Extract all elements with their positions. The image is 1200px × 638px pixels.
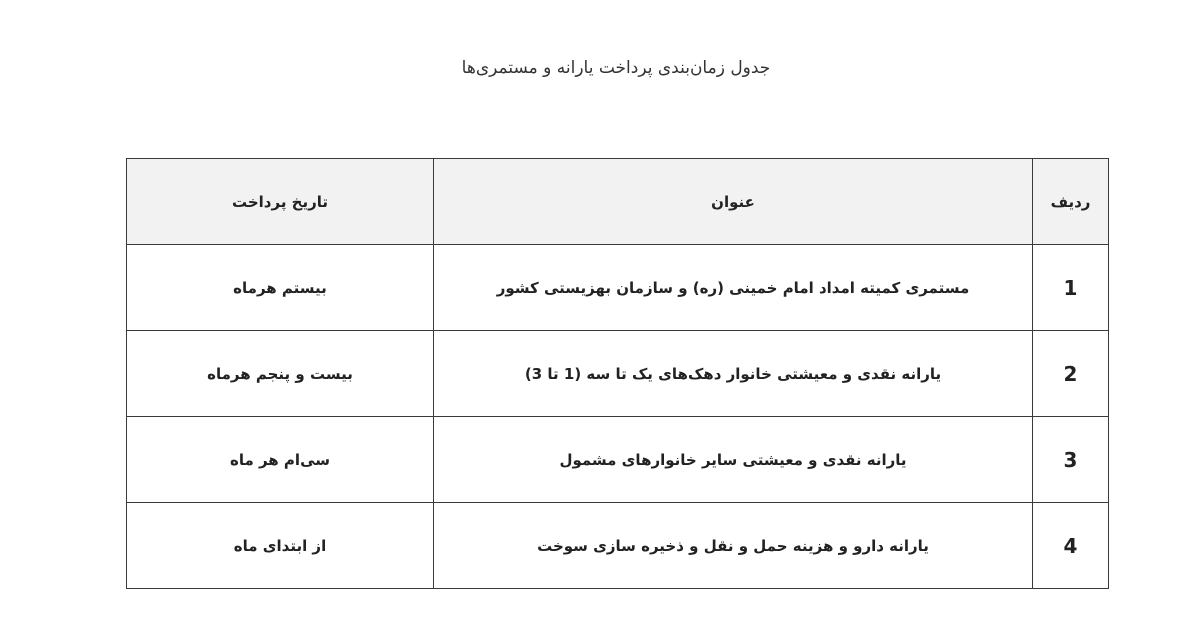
row-number-cell: 4	[1033, 503, 1109, 589]
table-row	[127, 503, 1109, 589]
payment-date-cell: سی‌ام هر ماه	[127, 417, 434, 503]
table-row	[127, 331, 1109, 417]
table-row	[127, 417, 1109, 503]
page-title: جدول زمان‌بندی پرداخت یارانه و مستمری‌ها	[461, 58, 771, 78]
row-number-cell: 3	[1033, 417, 1109, 503]
subject-cell: یارانه نقدی و معیشتی سایر خانوارهای مشمول	[434, 417, 1033, 503]
header-payment-date: تاریخ پرداخت	[127, 159, 434, 245]
row-number-cell: 1	[1033, 245, 1109, 331]
row-number-cell: 2	[1033, 331, 1109, 417]
table-row	[127, 245, 1109, 331]
subject-cell: یارانه دارو و هزینه حمل و نقل و ذخیره سازی سوخت	[434, 503, 1033, 589]
table-header	[127, 159, 1109, 245]
payment-date-cell: از ابتدای ماه	[127, 503, 434, 589]
header-row	[127, 159, 1109, 245]
payment-date-cell: بیست و پنجم هرماه	[127, 331, 434, 417]
subject-cell: یارانه نقدی و معیشتی خانوار دهک‌های یک تا سه (1 تا 3)	[434, 331, 1033, 417]
payment-schedule-table	[126, 158, 1109, 589]
header-row-number: ردیف	[1033, 159, 1109, 245]
payment-date-cell: بیستم هرماه	[127, 245, 434, 331]
header-subject: عنوان	[434, 159, 1033, 245]
table-body	[127, 245, 1109, 589]
subject-cell: مستمری کمیته امداد امام خمینی (ره) و سازمان بهزیستی کشور	[434, 245, 1033, 331]
